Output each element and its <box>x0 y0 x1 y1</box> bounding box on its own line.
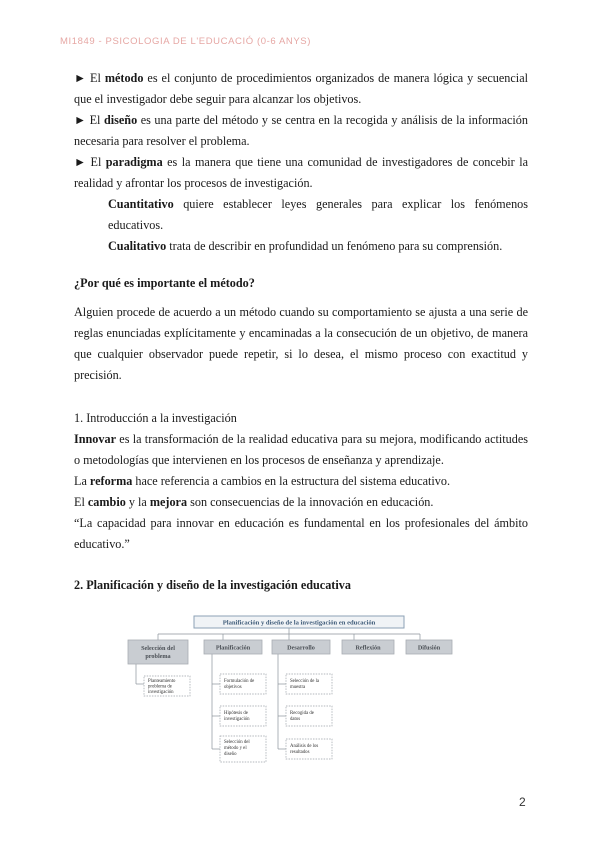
diagram-title: Planificación y diseño de la investigación en educación <box>222 619 376 627</box>
paradigm-cualitativo: Cualitativo trata de describir en profundidad un fenómeno para su comprensión. <box>108 239 503 253</box>
why-method-title: ¿Por qué es importante el método? <box>74 276 255 290</box>
diagram-item-text: objetivos <box>224 685 242 690</box>
diagram-item-text: problema de <box>148 684 172 690</box>
diagram-item-box <box>220 706 266 726</box>
diagram-item-box <box>286 739 332 759</box>
diagram-item-text: muestra <box>290 685 306 690</box>
diagram-item-text: datos <box>290 717 301 722</box>
category-label: Planificación <box>215 644 251 652</box>
innovar-paragraph: Innovar es la transformación de la realidad educativa para su mejora, modificando actitudes o metodologías que intervienen en los procesos de enseñanza y aprendizaje. <box>74 432 528 467</box>
innovation-quote: “La capacidad para innovar en educación es fundamental en los profesionales del ámbito educativo.” <box>74 516 528 551</box>
reforma-paragraph: La reforma hace referencia a cambios en la estructura del sistema educativo. <box>74 474 451 488</box>
diagram-item-text: Análisis de los <box>290 744 319 749</box>
document-header: MI1849 - PSICOLOGIA DE L'EDUCACIÓ (0-6 ANYS) <box>60 36 312 47</box>
bullet-paradigma: ► El paradigma es la manera que tiene una comunidad de investigadores de concebir la realidad y afrontar los procesos de investigación. <box>74 155 528 190</box>
category-label: problema <box>145 653 171 660</box>
diagram-item-box <box>286 706 332 726</box>
intro-heading: 1. Introducción a la investigación <box>74 411 237 425</box>
diagram-item-text: diseño <box>224 752 237 757</box>
diagram-item-box <box>220 674 266 694</box>
category-label: Selección del <box>141 645 175 652</box>
research-planning-diagram <box>124 612 454 770</box>
page-content <box>74 68 528 604</box>
diagram-item-text: método y el <box>224 746 247 751</box>
diagram-item-text: investigación <box>224 717 250 722</box>
planning-title: 2. Planificación y diseño de la investigación educativa <box>74 578 351 592</box>
diagram-item-text: Planteamiento <box>148 679 176 684</box>
paradigm-cuantitativo: Cuantitativo quiere establecer leyes generales para explicar los fenómenos educativos. <box>108 197 528 232</box>
diagram-item-text: resultados <box>290 750 310 755</box>
bullet-metodo: ► El método es el conjunto de procedimientos organizados de manera lógica y secuencial que el investigador debe seguir para alcanzar los objetivos. <box>74 71 528 106</box>
category-box <box>128 640 188 664</box>
category-label: Reflexión <box>355 644 381 652</box>
cambio-paragraph: El cambio y la mejora son consecuencias de la innovación en educación. <box>74 495 434 509</box>
bullet-diseno: ► El diseño es una parte del método y se centra en la recogida y análisis de la información necesaria para resolver el problema. <box>74 113 528 148</box>
why-method-body: Alguien procede de acuerdo a un método cuando su comportamiento se ajusta a una serie de reglas enunciadas explícitamente y encaminadas a la consecución de un objetivo, de manera que cualquier observador puede repetir, si lo desea, el mismo proceso con exactitud y precisión. <box>74 305 528 382</box>
diagram-item-text: Selección del <box>224 740 250 745</box>
diagram-item-text: Formulación de <box>224 679 255 684</box>
category-label: Difusión <box>417 644 441 652</box>
diagram-item-text: Recogida de <box>290 711 314 716</box>
diagram-item-text: Selección de la <box>290 679 320 684</box>
page-number: 2 <box>519 795 526 809</box>
diagram-item-text: investigación <box>148 690 174 695</box>
category-label: Desarrollo <box>287 644 315 652</box>
diagram-item-box <box>286 674 332 694</box>
diagram-item-text: Hipótesis de <box>224 711 248 716</box>
